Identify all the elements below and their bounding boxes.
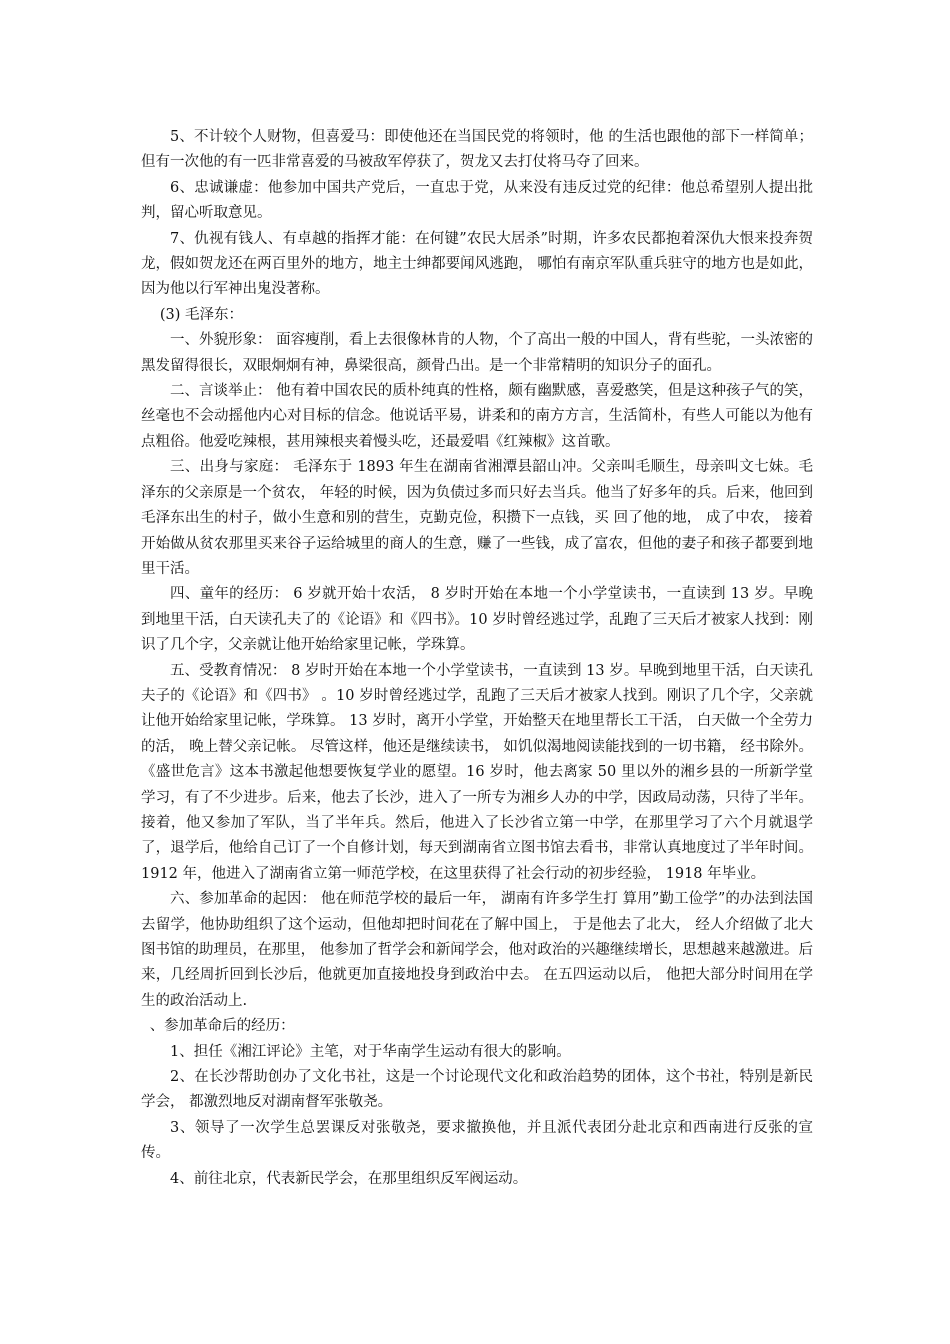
paragraph-7-command: 7、仇视有钱人、有卓越的指挥才能：在何键”农民大居杀”时期，许多农民都抱着深仇大恨来投奔贺龙，假如贺龙还在两百里外的地方，地主士绅都要闻风逃跑， 哪怕有南京军队重兵驻守的地方也是如此，因为他以行军神出鬼没著称。 <box>141 230 813 298</box>
paragraph-revolution-origin: 六、参加革命的起因： 他在师范学校的最后一年， 湖南有许多学生打 算用”勤工俭学”的办法到法国去留学，他协助组织了这个运动，但他却把时间花在了解中国上， 于是他去了北大， 经人介绍做了北大图书馆的助理员，在那里， 他参加了哲学会和新闻学会，他对政治的兴趣继续增长，思想越来越激进。后来，几经周折回到长沙后，他就更加直接地投身到政治中去。 在五四运动以后， 他把大部分时间用在学生的政治活动上. <box>141 891 813 1009</box>
paragraph-appearance: 一、外貌形象： 面容瘦削，看上去很像林肯的人物，个了高出一般的中国人，背有些驼，一头浓密的黑发留得很长，双眼炯炯有神，鼻梁很高，颜骨凸出。是一个非常精明的知识分子的面孔。 <box>141 332 813 374</box>
list-item-1: 1、担任《湘江评论》主笔，对于华南学生运动有很大的影响。 <box>170 1043 571 1060</box>
list-item-3: 3、领导了一次学生总罢课反对张敬尧，要求撤换他，并且派代表团分赴北京和西南进行反张的宣传。 <box>141 1119 813 1162</box>
paragraph-6-loyal: 6、忠诚谦虚：他参加中国共产党后，一直忠于党，从来没有违反过党的纪律：他总希望别人提出批判，留心听取意见。 <box>141 179 813 222</box>
paragraph-childhood: 四、童年的经历： 6 岁就开始十农活， 8 岁时开始在本地一个小学堂读书，一直读到 13 岁。早晚到地里干活，白天读孔夫了的《论语》和《四书》。10 岁时曾经逃过学，乱跑了三天后才被家人找到：刚识了几个字，父亲就让他开始给家里记帐，学珠算。 <box>141 586 813 654</box>
list-item-4: 4、前往北京，代表新民学会，在那里组织反军阀运动。 <box>170 1170 528 1187</box>
document-page <box>141 125 813 1192</box>
list-item-2: 2、在长沙帮助创办了文化书社，这是一个讨论现代文化和政治趋势的团体，这个书社，特别是新民学会， 都激烈地反对湖南督军张敬尧。 <box>141 1069 813 1111</box>
paragraph-5-horses: 5、不计较个人财物，但喜爱马：即使他还在当国民党的将领时，他 的生活也跟他的部下一样简单； 但有一次他的有一匹非常喜爱的马被敌军停获了，贺龙又去打仗将马夺了回来。 <box>141 129 813 171</box>
paragraph-manner: 二、言谈举止： 他有着中国农民的质朴纯真的性格，颇有幽默感，喜爱憨笑，但是这种孩子气的笑， 丝毫也不会动摇他内心对目标的信念。他说话平易，讲柔和的南方方言，生活简朴，有些人可能以为他有点粗俗。他爱吃辣根，甚用辣根夹着慢头吃，还最爱唱《红辣椒》这首歌。 <box>141 383 813 450</box>
section-heading-mao: (3) 毛泽东： <box>159 306 243 323</box>
paragraph-family: 三、出身与家庭： 毛泽东于 1893 年生在湖南省湘潭县韶山冲。父亲叫毛顺生，母亲叫文七妹。毛泽东的父亲原是一个贫农， 年轻的时候，因为负债过多而只好去当兵。他当了好多年的兵。后来，他回到毛泽东出生的村子，做小生意和别的营生，克勤克俭，积攒下一点钱，买 回了他的地， 成了中农， 接着开始做从贫农那里买来谷子运给城里的商人的生意，赚了一些钱，成了富农，但他的妻子和孩子都要到地里干活。 <box>141 459 813 577</box>
subheading-after-revolution: 、参加革命后的经历： <box>149 1018 295 1035</box>
paragraph-education: 五、受教育情况： 8 岁时开始在本地一个小学堂读书，一直读到 13 岁。早晚到地里干活，白天读孔夫子的《论语》和《四书》 。10 岁时曾经逃过学，乱跑了三天后才被家人找到。刚识了几个字，父亲就让他开始给家里记帐，学珠算。 13 岁时，离开小学堂，开始整天在地里帮长工干活， 白天做一个全劳力的活， 晚上替父亲记帐。 尽管这样，他还是继续读书， 如饥似渴地阅读能找到的一切书籍， 经书除外。《盛世危言》这本书激起他想要恢复学业的愿望。16 岁时，他去离家 50 里以外的湘乡县的一所新学堂学习，有了不少进步。后来，他去了长沙，进入了一所专为湘乡人办的中学，因政局动荡，只待了半年。接着，他又参加了军队，当了半年兵。然后，他进入了长沙省立第一中学，在那里学习了六个月就退学了，退学后，他给自己订了一个自修计划，每天到湖南省立图书馆去看书，非常认真地度过了半年时间。1912 年，他进入了湖南省立第一师范学校，在这里获得了社会行动的初步经验， 1918 年毕业。 <box>141 662 813 882</box>
